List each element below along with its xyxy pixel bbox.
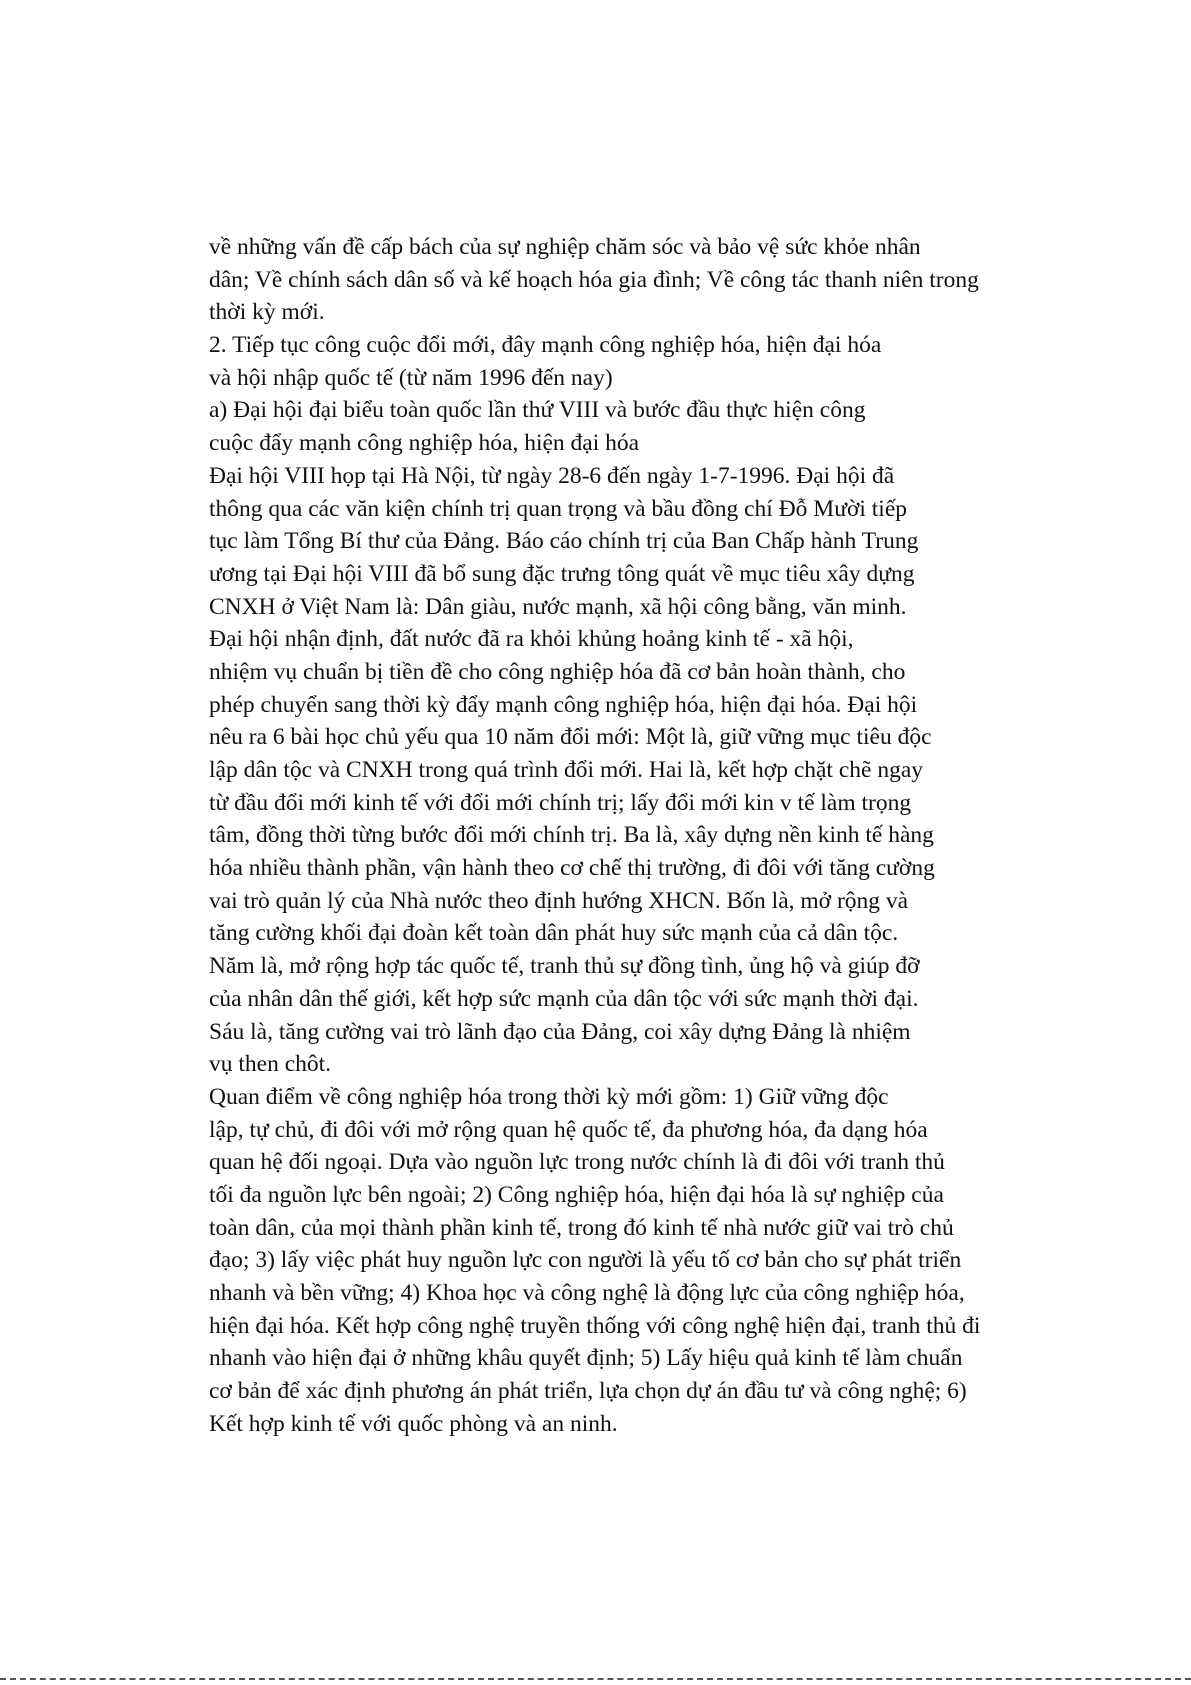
text-line: 2. Tiếp tục công cuộc đổi mới, đây mạnh công nghiệp hóa, hiện đại hóa xyxy=(209,332,882,359)
text-line: vai trò quản lý của Nhà nước theo định hướng XHCN. Bốn là, mở rộng và xyxy=(209,887,909,914)
text-line: tục làm Tổng Bí thư của Đảng. Báo cáo chính trị của Ban Chấp hành Trung xyxy=(209,528,919,555)
text-line: tối đa nguồn lực bên ngoài; 2) Công nghiệp hóa, hiện đại hóa là sự nghiệp của xyxy=(209,1181,944,1208)
text-line: quan hệ đối ngoại. Dựa vào nguồn lực trong nước chính là đi đôi với tranh thủ xyxy=(209,1149,945,1176)
text-line: của nhân dân thế giới, kết hợp sức mạnh của dân tộc với sức mạnh thời đại. xyxy=(209,985,919,1012)
text-line: Kết hợp kinh tế với quốc phòng và an ninh. xyxy=(209,1410,618,1437)
text-line: a) Đại hội đại biểu toàn quốc lần thứ VIII và bước đầu thực hiện công xyxy=(209,397,866,424)
text-line: phép chuyển sang thời kỳ đẩy mạnh công nghiệp hóa, hiện đại hóa. Đại hội xyxy=(209,691,918,718)
text-line: từ đầu đổi mới kinh tế với đổi mới chính trị; lấy đổi mới kin v tế làm trọng xyxy=(209,789,912,816)
text-line: Đại hội VIII họp tại Hà Nội, từ ngày 28-6 đến ngày 1-7-1996. Đại hội đã xyxy=(209,462,895,489)
text-line: về những vấn đề cấp bách của sự nghiệp chăm sóc và bảo vệ sức khỏe nhân xyxy=(209,234,921,260)
text-line: lập, tự chủ, đi đôi với mở rộng quan hệ quốc tế, đa phương hóa, đa dạng hóa xyxy=(209,1116,928,1143)
text-line: hiện đại hóa. Kết hợp công nghệ truyền thống với công nghệ hiện đại, tranh thủ đi xyxy=(209,1312,981,1339)
body-text xyxy=(209,231,1059,1440)
text-line: và hội nhập quốc tế (từ năm 1996 đến nay) xyxy=(209,364,613,391)
text-line: cơ bản để xác định phương án phát triển, lựa chọn dự án đầu tư và công nghệ; 6) xyxy=(209,1378,967,1405)
text-line: dân; Về chính sách dân số và kế hoạch hóa gia đình; Về công tác thanh niên trong xyxy=(209,266,979,293)
page-bottom-divider xyxy=(0,1678,1191,1682)
text-line: thời kỳ mới. xyxy=(209,299,325,326)
text-line: Đại hội nhận định, đất nước đã ra khỏi khủng hoảng kinh tế - xã hội, xyxy=(209,626,854,653)
text-line: CNXH ở Việt Nam là: Dân giàu, nước mạnh, xã hội công bằng, văn minh. xyxy=(209,593,907,620)
text-line: nhanh và bền vững; 4) Khoa học và công nghệ là động lực của công nghiệp hóa, xyxy=(209,1280,965,1306)
text-line: Quan điểm về công nghiệp hóa trong thời kỳ mới gồm: 1) Giữ vững độc xyxy=(209,1083,889,1110)
text-line: Năm là, mở rộng hợp tác quốc tế, tranh thủ sự đồng tình, ủng hộ và giúp đỡ xyxy=(209,953,920,980)
text-line: hóa nhiều thành phần, vận hành theo cơ chế thị trường, đi đôi với tăng cường xyxy=(209,855,935,882)
text-line: thông qua các văn kiện chính trị quan trọng và bầu đồng chí Đỗ Mười tiếp xyxy=(209,495,908,522)
text-line: nhiệm vụ chuẩn bị tiền đề cho công nghiệp hóa đã cơ bản hoàn thành, cho xyxy=(209,658,906,685)
text-line: toàn dân, của mọi thành phần kinh tế, trong đó kinh tế nhà nước giữ vai trò chủ xyxy=(209,1214,954,1241)
text-line: tâm, đồng thời từng bước đổi mới chính trị. Ba là, xây dựng nền kinh tế hàng xyxy=(209,822,934,849)
text-line: nêu ra 6 bài học chủ yếu qua 10 năm đổi mới: Một là, giữ vững mục tiêu độc xyxy=(209,724,932,751)
text-line: nhanh vào hiện đại ở những khâu quyết định; 5) Lấy hiệu quả kinh tế làm chuẩn xyxy=(209,1345,963,1372)
text-line: vụ then chôt. xyxy=(209,1051,332,1078)
text-line: ương tại Đại hội VIII đã bổ sung đặc trưng tông quát về mục tiêu xây dựng xyxy=(209,560,915,587)
text-line: đạo; 3) lấy việc phát huy nguồn lực con người là yếu tố cơ bản cho sự phát triển xyxy=(209,1247,962,1274)
text-line: tăng cường khối đại đoàn kết toàn dân phát huy sức mạnh của cả dân tộc. xyxy=(209,920,899,947)
text-line: Sáu là, tăng cường vai trò lãnh đạo của Đảng, coi xây dựng Đảng là nhiệm xyxy=(209,1018,911,1045)
text-line: cuộc đẩy mạnh công nghiệp hóa, hiện đại hóa xyxy=(209,430,640,457)
text-line: lập dân tộc và CNXH trong quá trình đổi mới. Hai là, kết hợp chặt chẽ ngay xyxy=(209,757,924,783)
